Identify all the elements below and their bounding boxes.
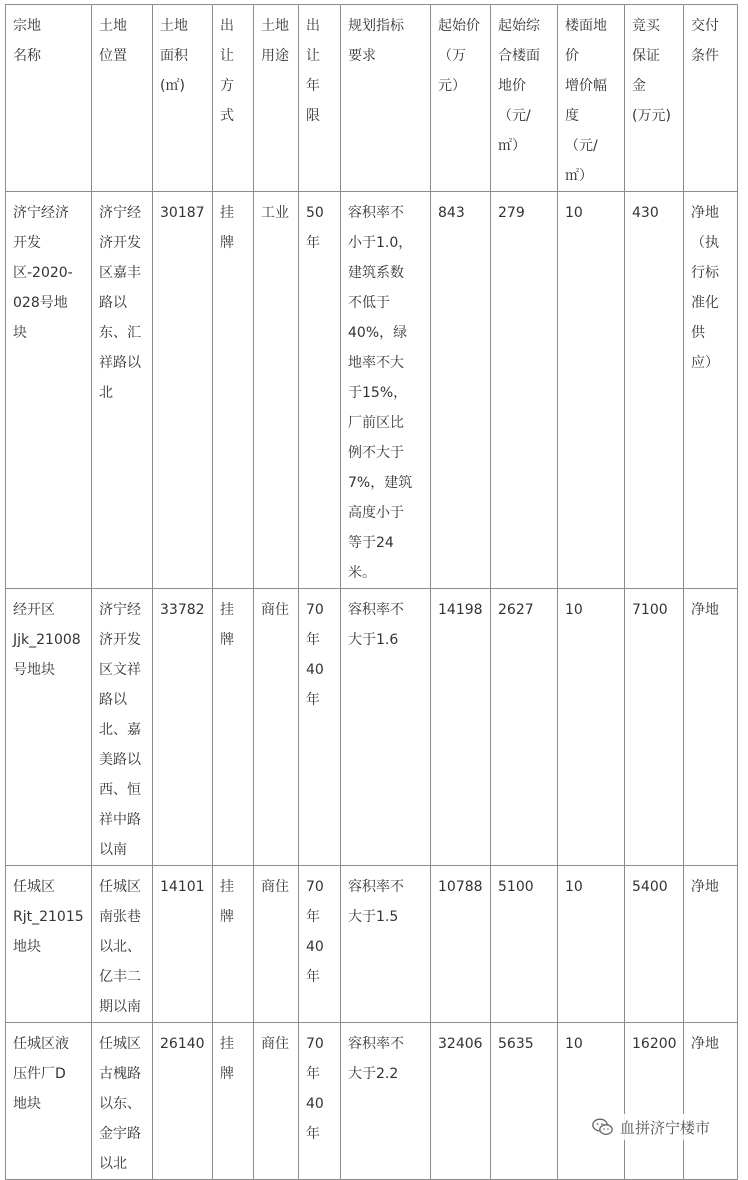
header-cell: 起始价 （万 元） (431, 5, 491, 192)
wechat-icon (592, 1118, 614, 1136)
table-cell: 5100 (491, 866, 558, 1023)
table-cell: 279 (491, 192, 558, 589)
header-cell: 土地 面积 (㎡) (153, 5, 213, 192)
table-row (6, 192, 738, 589)
table-cell: 14101 (153, 866, 213, 1023)
table-cell: 容积率不 大于1.5 (341, 866, 431, 1023)
header-cell: 规划指标 要求 (341, 5, 431, 192)
header-cell: 楼面地 价 增价幅 度 （元/ ㎡） (558, 5, 625, 192)
table-cell: 10 (558, 1023, 625, 1180)
table-cell: 30187 (153, 192, 213, 589)
header-cell: 竞买 保证 金 (万元) (625, 5, 684, 192)
table-cell: 商住 (254, 589, 299, 866)
table-cell: 16200 (625, 1023, 684, 1180)
table-cell: 经开区 Jjk_21008 号地块 (6, 589, 92, 866)
table-cell: 净地 （执 行标 准化 供 应） (684, 192, 738, 589)
land-auction-table (5, 4, 738, 1180)
table-cell: 70 年 40 年 (299, 1023, 341, 1180)
watermark-text: 血拼济宁楼市 (620, 1118, 711, 1137)
table-cell: 净地 (684, 1023, 738, 1180)
table-cell: 任城区 古槐路 以东、 金宇路 以北 (92, 1023, 153, 1180)
table-cell: 任城区 南张巷 以北、 亿丰二 期以南 (92, 866, 153, 1023)
table-cell: 10788 (431, 866, 491, 1023)
table-cell: 净地 (684, 589, 738, 866)
table-cell: 工业 (254, 192, 299, 589)
header-cell: 起始综 合楼面 地价 （元/ ㎡） (491, 5, 558, 192)
table-cell: 净地 (684, 866, 738, 1023)
table-cell: 50 年 (299, 192, 341, 589)
table-cell: 32406 (431, 1023, 491, 1180)
table-cell: 10 (558, 192, 625, 589)
table-cell: 挂 牌 (213, 589, 254, 866)
table-cell: 任城区液 压件厂D 地块 (6, 1023, 92, 1180)
table-cell: 7100 (625, 589, 684, 866)
table-cell: 5400 (625, 866, 684, 1023)
table-cell: 10 (558, 589, 625, 866)
header-cell: 出 让 方 式 (213, 5, 254, 192)
header-cell: 出 让 年 限 (299, 5, 341, 192)
table-cell: 430 (625, 192, 684, 589)
table-cell: 2627 (491, 589, 558, 866)
header-cell: 土地 用途 (254, 5, 299, 192)
table-cell: 33782 (153, 589, 213, 866)
watermark (592, 1114, 714, 1140)
table-cell: 10 (558, 866, 625, 1023)
table-row (6, 866, 738, 1023)
table-cell: 挂 牌 (213, 1023, 254, 1180)
header-cell: 交付 条件 (684, 5, 738, 192)
table-cell: 任城区 Rjt_21015 地块 (6, 866, 92, 1023)
table-cell: 5635 (491, 1023, 558, 1180)
table-cell: 挂 牌 (213, 192, 254, 589)
table-header-row (6, 5, 738, 192)
table-cell: 26140 (153, 1023, 213, 1180)
table-cell: 容积率不 小于1.0， 建筑系数 不低于 40%，绿 地率不大 于15%， 厂前区比 例不大于 7%，建筑 高度小于 等于24 米。 (341, 192, 431, 589)
table-cell: 容积率不 大于1.6 (341, 589, 431, 866)
table-cell: 商住 (254, 866, 299, 1023)
table-cell: 14198 (431, 589, 491, 866)
table-cell: 容积率不 大于2.2 (341, 1023, 431, 1180)
table-cell: 挂 牌 (213, 866, 254, 1023)
table-cell: 济宁经济 开发 区-2020- 028号地 块 (6, 192, 92, 589)
table-cell: 843 (431, 192, 491, 589)
table-cell: 商住 (254, 1023, 299, 1180)
table-cell: 70 年 40 年 (299, 589, 341, 866)
table-cell: 济宁经 济开发 区嘉丰 路以 东、汇 祥路以 北 (92, 192, 153, 589)
table-row (6, 1023, 738, 1180)
header-cell: 宗地 名称 (6, 5, 92, 192)
header-cell: 土地 位置 (92, 5, 153, 192)
table-cell: 济宁经 济开发 区文祥 路以 北、嘉 美路以 西、恒 祥中路 以南 (92, 589, 153, 866)
table-row (6, 589, 738, 866)
table-cell: 70 年 40 年 (299, 866, 341, 1023)
